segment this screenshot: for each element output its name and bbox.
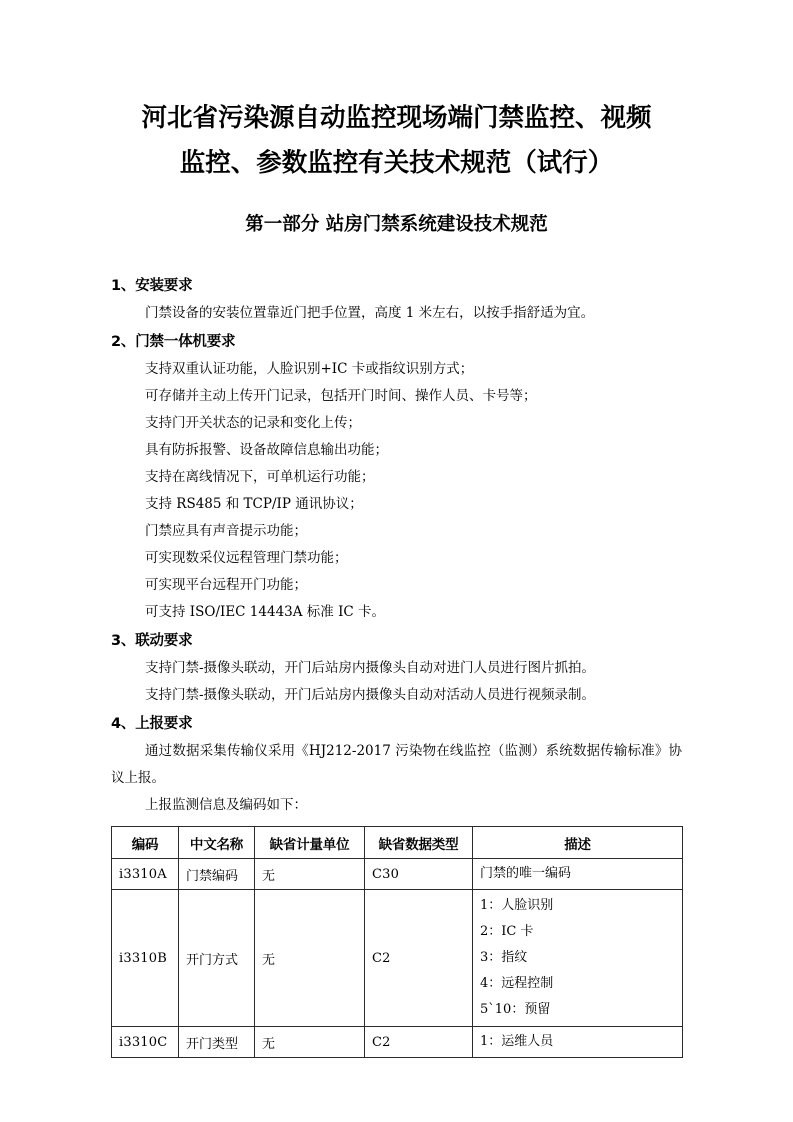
document-content [111,0,682,1058]
cell-type: C30 [365,859,473,890]
cell-unit: 无 [255,859,365,890]
cell-type: C2 [365,1027,473,1058]
table-row [112,890,683,1027]
section-heading-1: 1、安装要求 [111,278,193,294]
cell-description [473,859,683,890]
section-2-line-7: 门禁应具有声音提示功能； [145,523,307,539]
section-4-table-intro: 上报监测信息及编码如下： [145,797,307,813]
section-heading-3: 3、联动要求 [111,633,193,649]
column-header-name: 中文名称 [179,827,255,859]
cell-unit: 无 [255,1027,365,1058]
table-row [112,859,683,890]
spec-table [111,826,683,1058]
cell-name: 门禁编码 [179,859,255,890]
cell-name: 开门方式 [179,890,255,1027]
description-line: 1：运维人员 [480,1034,554,1049]
column-header-desc: 描述 [473,827,683,859]
column-header-unit: 缺省计量单位 [255,827,365,859]
section-2-line-9: 可实现平台远程开门功能； [145,577,307,593]
section-2-line-8: 可实现数采仪远程管理门禁功能； [145,550,348,566]
page-title-line-2: 监控、参数监控有关技术规范（试行） [179,148,614,178]
page-title [111,0,682,186]
section-2-line-3: 支持门开关状态的记录和变化上传； [145,415,361,431]
section-3-line-1: 支持门禁-摄像头联动，开门后站房内摄像头自动对进门人员进行图片抓拍。 [145,660,596,676]
table-header-row [112,827,683,859]
column-header-code: 编码 [112,827,179,859]
section-2-line-10: 可支持 ISO/IEC 14443A 标准 IC 卡。 [145,604,386,620]
cell-description [473,1027,683,1058]
description-line: 3：指纹 [480,950,528,965]
cell-code: i3310A [112,859,179,890]
description-line: 5`10：预留 [480,1002,551,1017]
description-line: 4：远程控制 [480,976,554,991]
description-list [480,893,682,1023]
section-heading-2: 2、门禁一体机要求 [111,334,236,350]
description-line: 2：IC 卡 [480,924,534,939]
section-2-line-5: 支持在离线情况下，可单机运行功能； [145,469,375,485]
section-4-paragraph: 通过数据采集传输仪采用《HJ212-2017 污染物在线监控（监测）系统数据传输标准》协议上报。 [111,743,682,786]
cell-name: 开门类型 [179,1027,255,1058]
description-line: 1：人脸识别 [480,898,554,913]
section-heading-4: 4、上报要求 [111,716,193,732]
spec-table-wrapper [111,819,682,1058]
cell-unit: 无 [255,890,365,1027]
column-header-type: 缺省数据类型 [365,827,473,859]
section-2-line-4: 具有防拆报警、设备故障信息输出功能； [145,442,388,458]
section-3-line-2: 支持门禁-摄像头联动，开门后站房内摄像头自动对活动人员进行视频录制。 [145,687,596,703]
section-2-line-6: 支持 RS485 和 TCP/IP 通讯协议； [145,496,363,512]
section-2-line-1: 支持双重认证功能，人脸识别+IC 卡或指纹识别方式； [145,361,474,377]
table-row [112,1027,683,1058]
section-2-line-2: 可存储并主动上传开门记录，包括开门时间、操作人员、卡号等； [145,388,537,404]
cell-code: i3310B [112,890,179,1027]
description-line: 门禁的唯一编码 [480,866,572,881]
cell-description [473,890,683,1027]
page-title-line-1: 河北省污染源自动监控现场端门禁监控、视频 [141,103,652,133]
cell-type: C2 [365,890,473,1027]
spec-table-body [112,859,683,1058]
page-subtitle: 第一部分 站房门禁系统建设技术规范 [245,214,548,235]
cell-code: i3310C [112,1027,179,1058]
section-1-line-1: 门禁设备的安装位置靠近门把手位置，高度 1 米左右，以按手指舒适为宜。 [145,305,595,321]
spec-table-head [112,827,683,859]
